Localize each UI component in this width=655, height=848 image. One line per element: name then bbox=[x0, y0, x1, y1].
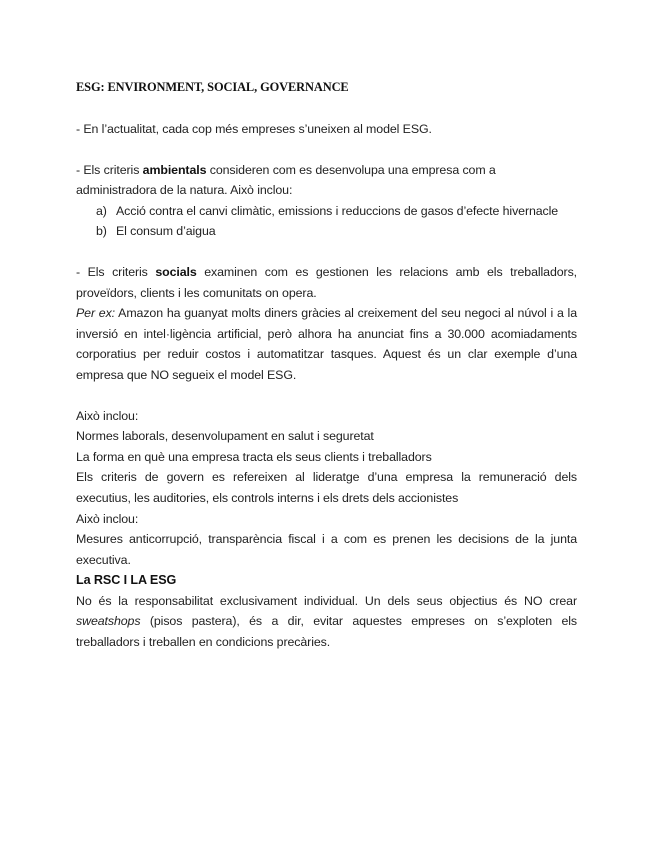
document-title: ESG: ENVIRONMENT, SOCIAL, GOVERNANCE bbox=[76, 80, 349, 94]
environmental-text: consideren com es desenvolupa una empresa com a administradora de la natura. Això inclou: bbox=[76, 162, 496, 198]
social-item-line: La forma en què una empresa tracta els seus clients i treballadors bbox=[76, 449, 432, 464]
environmental-keyword: ambientals bbox=[142, 162, 207, 177]
list-marker: a) bbox=[96, 203, 107, 218]
list-marker: b) bbox=[96, 224, 107, 239]
rsc-text-a: No és la responsabilitat exclusivament individual. Un dels seus objectius és NO crear bbox=[76, 593, 577, 608]
social-text: examinen com es gestionen les relacions amb els treballadors, proveïdors, clients i les comunitats on opera. bbox=[76, 264, 578, 300]
rsc-text-b: (pisos pastera), és a dir, evitar aquestes empreses on s’exploten els treballadors i treballen en condicions precàries. bbox=[76, 614, 577, 650]
environmental-prefix: - Els criteris bbox=[76, 162, 143, 177]
example-text: Amazon ha guanyat molts diners gràcies al creixement del seu negoci al núvol i a la inversió en intel·ligència artificial, però alhora ha anunciat fins a 30.000 acomiadaments corporatius per reduir costos i automatitzar tasques. Aquest és un clar exemple d’una empresa que NO segueix el model ESG. bbox=[76, 306, 577, 382]
example-paragraph bbox=[76, 303, 577, 385]
environmental-list bbox=[76, 201, 577, 242]
social-paragraph bbox=[76, 262, 577, 303]
governance-items-paragraph: Mesures anticorrupció, transparència fiscal i a com es prenen les decisions de la junta executiva. bbox=[76, 532, 577, 567]
rsc-heading: La RSC I LA ESG bbox=[76, 573, 177, 588]
list-item-text: Acció contra el canvi climàtic, emissions i reduccions de gasos d’efecte hivernacle bbox=[116, 203, 559, 218]
governance-paragraph: Els criteris de govern es refereixen al lideratge d’una empresa la remuneració dels executius, les auditories, els controls interns i els drets dels accionistes bbox=[76, 470, 577, 505]
social-keyword: socials bbox=[155, 264, 197, 279]
list-item bbox=[96, 201, 577, 222]
intro-paragraph: - En l’actualitat, cada cop més empreses s’uneixen al model ESG. bbox=[76, 122, 432, 136]
social-prefix: - Els criteris bbox=[76, 264, 156, 279]
list-item bbox=[96, 221, 577, 242]
includes-label: Això inclou: bbox=[76, 408, 139, 423]
example-label: Per ex: bbox=[76, 306, 116, 321]
list-item-text: El consum d’aigua bbox=[116, 224, 216, 239]
social-item-line: Normes laborals, desenvolupament en salut i seguretat bbox=[76, 429, 374, 444]
rsc-italic-term: sweatshops bbox=[76, 614, 141, 629]
rsc-paragraph bbox=[76, 591, 577, 653]
environmental-paragraph bbox=[76, 160, 577, 201]
governance-includes-label: Això inclou: bbox=[76, 511, 139, 526]
